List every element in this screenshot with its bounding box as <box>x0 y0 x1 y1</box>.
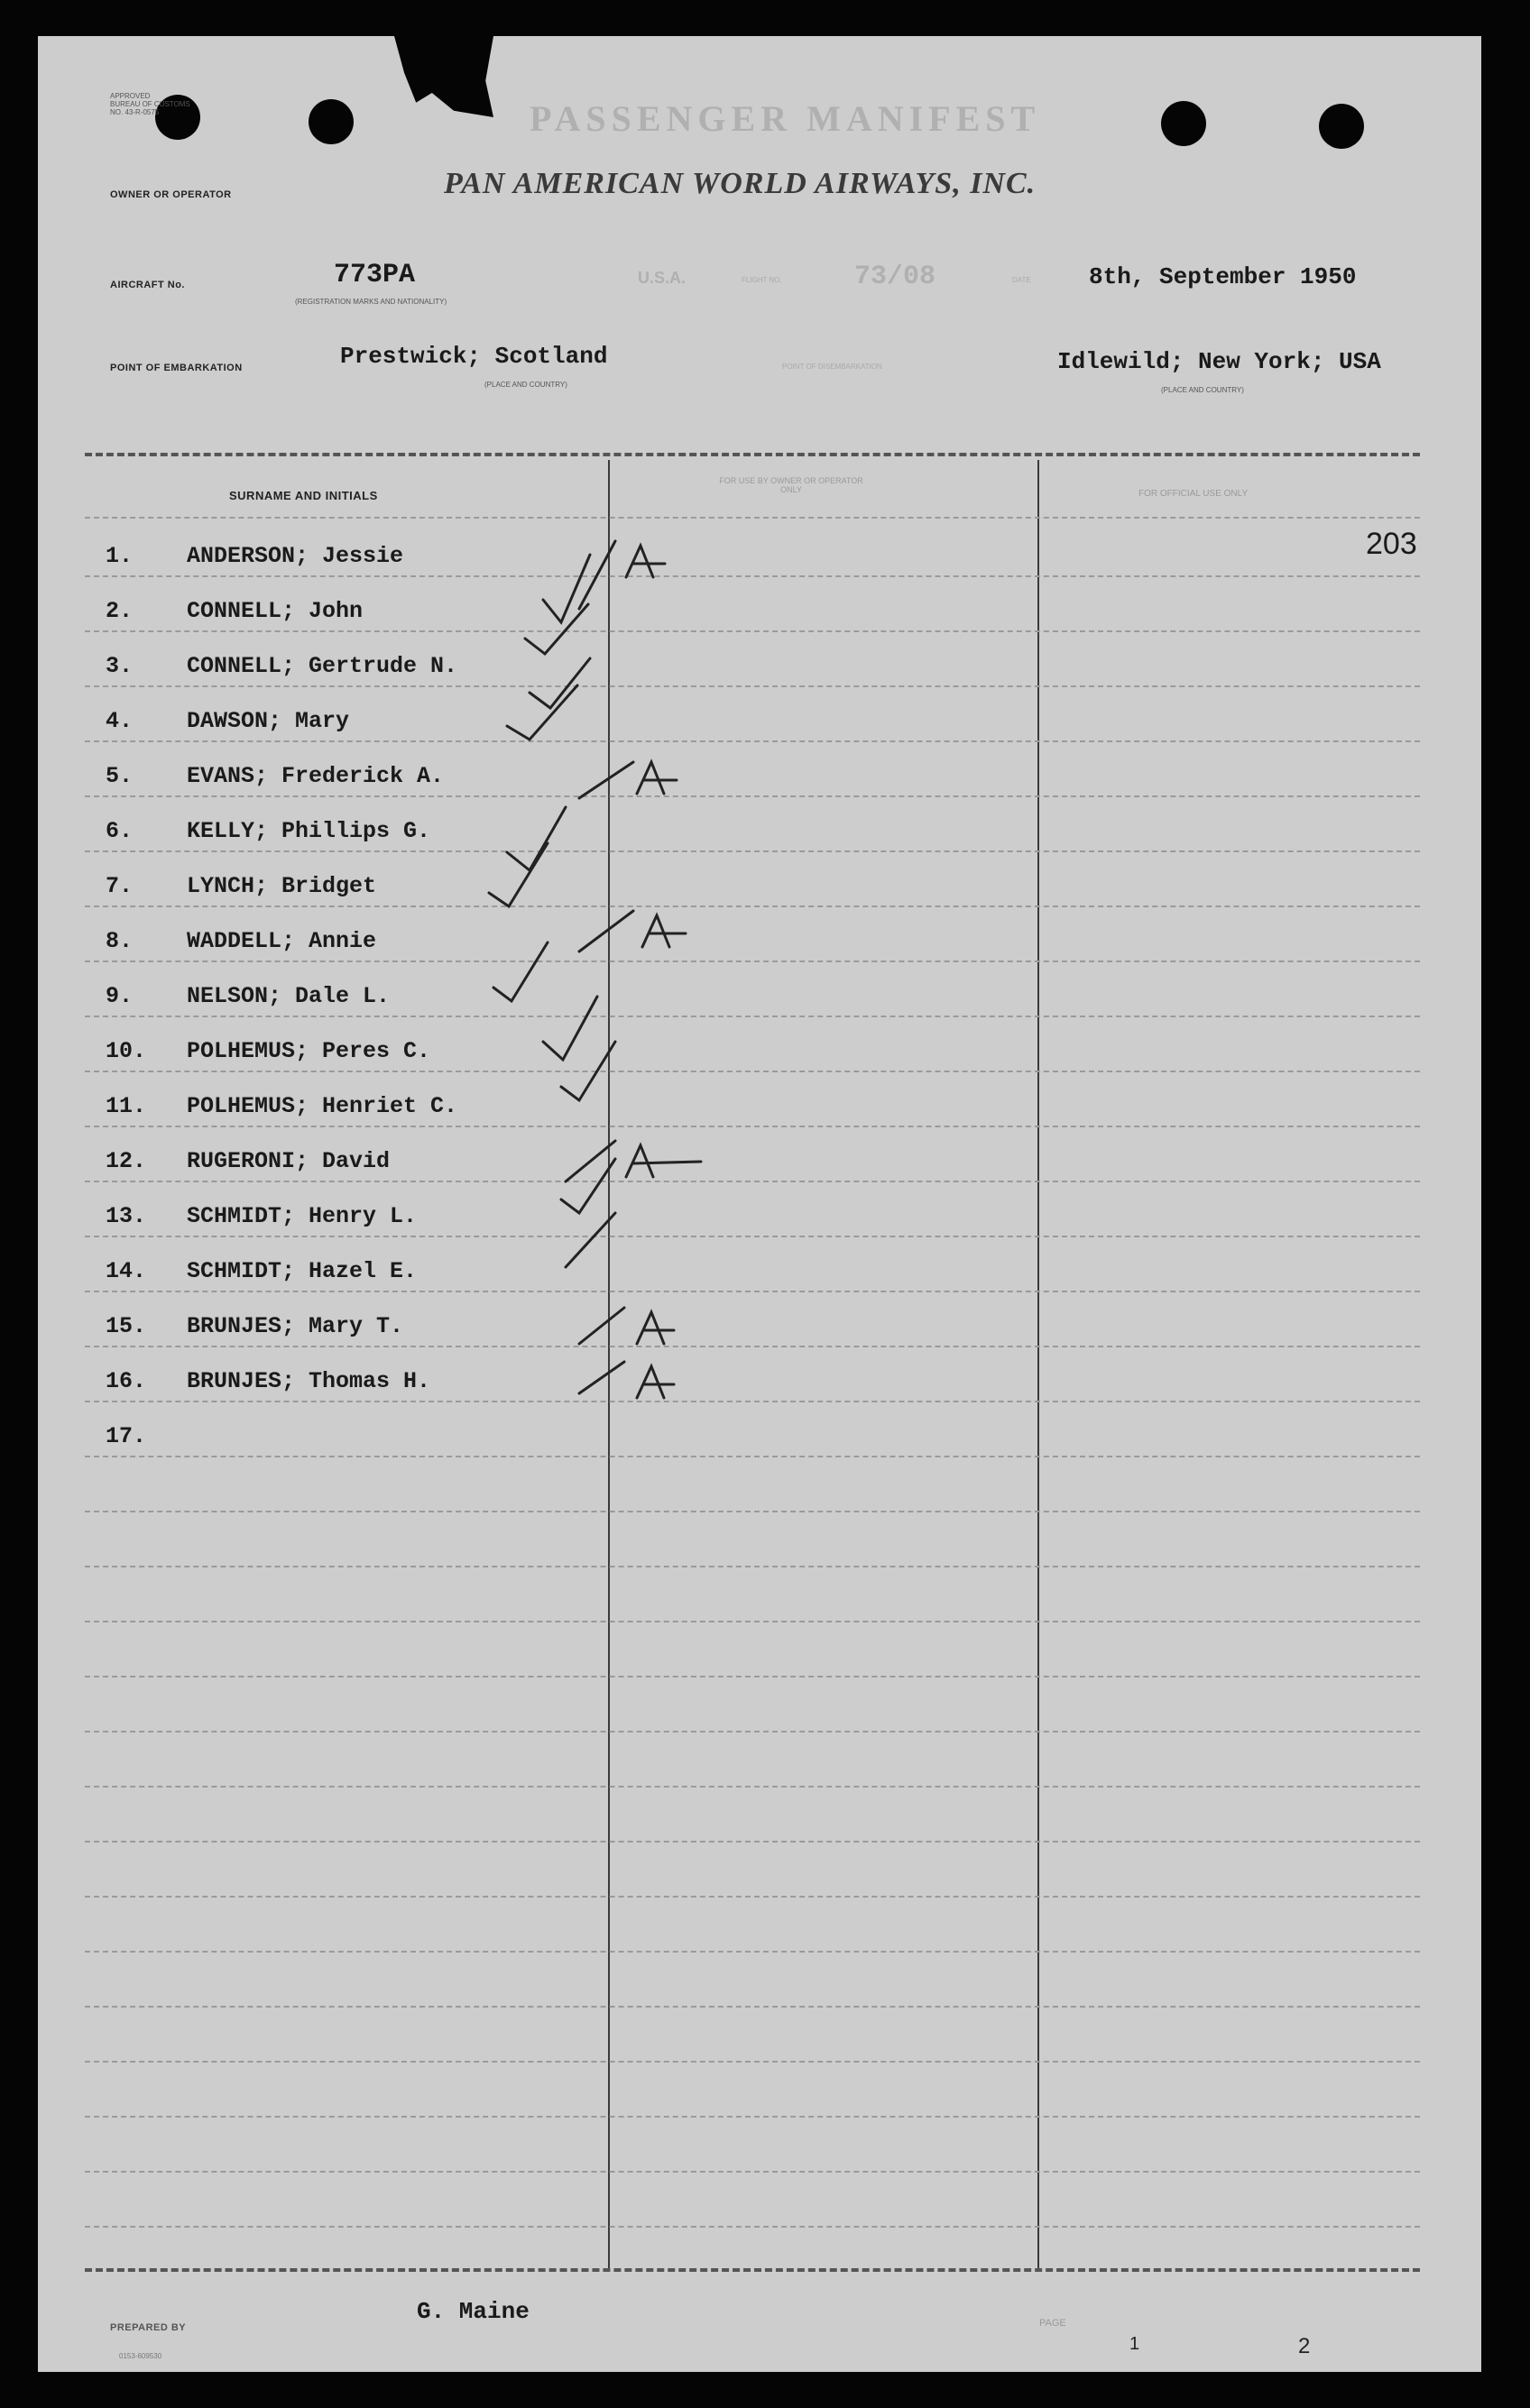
check-mark-icon <box>493 942 548 1001</box>
table-row <box>106 1148 390 1174</box>
passenger-name: SCHMIDT; Hazel E. <box>187 1258 418 1284</box>
page-number: 203 <box>1366 527 1417 561</box>
approval-stamp <box>110 92 190 116</box>
row-separator <box>85 630 1420 632</box>
check-mark-icon <box>507 685 577 740</box>
row-separator <box>85 2171 1420 2173</box>
passenger-name: DAWSON; Mary <box>187 708 350 734</box>
table-row <box>106 1093 457 1119</box>
prepared-value: G. Maine <box>417 2298 530 2325</box>
owner-label: OWNER OR OPERATOR <box>110 189 232 200</box>
row-separator <box>85 1126 1420 1127</box>
arrival-sublabel: (PLACE AND COUNTRY) <box>1161 386 1244 394</box>
passenger-name: POLHEMUS; Peres C. <box>187 1038 431 1064</box>
row-separator <box>85 1071 1420 1072</box>
passenger-name: WADDELL; Annie <box>187 928 377 954</box>
passenger-name: NELSON; Dale L. <box>187 983 391 1009</box>
column-divider <box>1037 460 1039 2268</box>
row-separator <box>85 685 1420 687</box>
aircraft-value: 773PA <box>334 260 416 290</box>
a-mark-icon <box>637 762 677 794</box>
passenger-name: RUGERONI; David <box>187 1148 391 1174</box>
stamp-line: APPROVED <box>110 92 151 100</box>
row-separator <box>85 1676 1420 1677</box>
row-number: 3. <box>106 653 134 679</box>
row-separator <box>85 1951 1420 1953</box>
page-of-left: 1 <box>1129 2334 1140 2354</box>
a-mark-icon <box>642 915 686 947</box>
row-separator <box>85 1731 1420 1732</box>
row-separator <box>85 2116 1420 2118</box>
row-separator <box>85 1786 1420 1788</box>
slash-mark-icon <box>579 762 633 798</box>
embark-sublabel: (PLACE AND COUNTRY) <box>484 381 567 389</box>
date-label: DATE <box>1012 276 1031 284</box>
row-separator <box>85 1181 1420 1182</box>
page-label: PAGE <box>1039 2318 1066 2329</box>
stamp-line: BUREAU OF CUSTOMS <box>110 100 190 108</box>
passenger-name: KELLY; Phillips G. <box>187 818 431 844</box>
row-separator <box>85 1841 1420 1843</box>
row-separator <box>85 850 1420 852</box>
row-separator <box>85 1346 1420 1347</box>
row-number: 6. <box>106 818 134 844</box>
row-number: 17. <box>106 1423 147 1449</box>
row-number: 12. <box>106 1148 147 1174</box>
row-separator <box>85 1896 1420 1898</box>
row-number: 15. <box>106 1313 147 1339</box>
row-number: 1. <box>106 543 134 569</box>
check-mark-icon <box>561 1159 615 1213</box>
table-bottom-rule <box>85 2268 1420 2272</box>
table-row <box>106 543 403 569</box>
punch-hole <box>309 99 354 144</box>
row-separator <box>85 1016 1420 1017</box>
col-header-operator: FOR USE BY OWNER OR OPERATOR ONLY <box>719 476 863 494</box>
table-top-rule <box>85 453 1420 456</box>
row-number: 9. <box>106 983 134 1009</box>
page-of-right: 2 <box>1298 2334 1311 2358</box>
column-divider <box>608 460 610 2268</box>
table-row <box>106 1313 403 1339</box>
row-separator <box>85 740 1420 742</box>
table-row <box>106 1423 187 1449</box>
check-mark-icon <box>543 555 590 622</box>
row-number: 14. <box>106 1258 147 1284</box>
punch-hole <box>1161 101 1206 146</box>
a-mark-icon <box>626 1145 701 1177</box>
check-mark-icon <box>489 843 548 906</box>
table-row <box>106 1203 417 1229</box>
table-row <box>106 708 349 734</box>
torn-corner <box>394 36 493 117</box>
row-separator <box>85 1401 1420 1402</box>
col-header-surname: SURNAME AND INITIALS <box>229 489 378 502</box>
row-separator <box>85 517 1420 519</box>
table-row <box>106 818 430 844</box>
row-separator <box>85 1456 1420 1457</box>
row-number: 16. <box>106 1368 147 1394</box>
a-mark-icon <box>626 546 665 577</box>
date-value: 8th, September 1950 <box>1089 263 1357 290</box>
table-row <box>106 928 376 954</box>
row-separator <box>85 2226 1420 2228</box>
table-row <box>106 1368 430 1394</box>
table-row <box>106 1258 417 1284</box>
table-row <box>106 1038 430 1064</box>
passenger-name: BRUNJES; Mary T. <box>187 1313 404 1339</box>
table-row <box>106 763 444 789</box>
row-number: 5. <box>106 763 134 789</box>
row-separator <box>85 1511 1420 1512</box>
flight-value: 73/08 <box>854 262 936 292</box>
arrival-label: POINT OF DISEMBARKATION <box>782 363 882 371</box>
prepared-label: PREPARED BY <box>110 2322 187 2333</box>
table-row <box>106 653 457 679</box>
col-header-official: FOR OFFICIAL USE ONLY <box>1138 489 1249 499</box>
form-title: PASSENGER MANIFEST <box>530 98 1041 139</box>
row-separator <box>85 575 1420 577</box>
row-separator <box>85 1566 1420 1567</box>
check-mark-icon <box>525 604 588 654</box>
check-mark-icon <box>530 658 590 708</box>
table-row <box>106 873 376 899</box>
a-mark-icon <box>637 1366 674 1398</box>
slash-mark-icon <box>579 911 633 951</box>
arrival-value: Idlewild; New York; USA <box>1057 348 1381 375</box>
table-row <box>106 598 363 624</box>
form-code: 0153-609530 <box>119 2352 162 2360</box>
row-separator <box>85 1621 1420 1622</box>
row-separator <box>85 795 1420 797</box>
flight-label: FLIGHT NO. <box>742 276 782 284</box>
slash-mark-icon <box>579 1362 624 1393</box>
row-number: 4. <box>106 708 134 734</box>
row-separator <box>85 1236 1420 1237</box>
nationality-value: U.S.A. <box>638 269 687 287</box>
stamp-line: NO. 43-R-0575 <box>110 108 160 116</box>
table-row <box>106 983 390 1009</box>
row-number: 11. <box>106 1093 147 1119</box>
aircraft-sublabel: (REGISTRATION MARKS AND NATIONALITY) <box>295 298 447 306</box>
row-number: 2. <box>106 598 134 624</box>
passenger-name: ANDERSON; Jessie <box>187 543 404 569</box>
row-number: 10. <box>106 1038 147 1064</box>
aircraft-label: AIRCRAFT No. <box>110 280 185 290</box>
passenger-name: SCHMIDT; Henry L. <box>187 1203 418 1229</box>
row-number: 8. <box>106 928 134 954</box>
check-mark-icon <box>543 997 597 1060</box>
passenger-name: LYNCH; Bridget <box>187 873 377 899</box>
row-separator <box>85 1291 1420 1292</box>
slash-mark-icon <box>579 1308 624 1344</box>
passenger-name: EVANS; Frederick A. <box>187 763 445 789</box>
passenger-name: BRUNJES; Thomas H. <box>187 1368 431 1394</box>
row-separator <box>85 2061 1420 2063</box>
punch-hole <box>1319 104 1364 149</box>
row-separator <box>85 2006 1420 2008</box>
owner-value: PAN AMERICAN WORLD AIRWAYS, INC. <box>444 167 1037 200</box>
row-separator <box>85 960 1420 962</box>
row-number: 7. <box>106 873 134 899</box>
embark-label: POINT OF EMBARKATION <box>110 363 243 373</box>
a-mark-icon <box>637 1312 674 1344</box>
row-separator <box>85 905 1420 907</box>
embark-value: Prestwick; Scotland <box>340 343 608 370</box>
passenger-name: POLHEMUS; Henriet C. <box>187 1093 458 1119</box>
passenger-name: CONNELL; Gertrude N. <box>187 653 458 679</box>
check-mark-icon <box>507 807 566 870</box>
passenger-name: CONNELL; John <box>187 598 364 624</box>
row-number: 13. <box>106 1203 147 1229</box>
manifest-page <box>38 36 1481 2372</box>
